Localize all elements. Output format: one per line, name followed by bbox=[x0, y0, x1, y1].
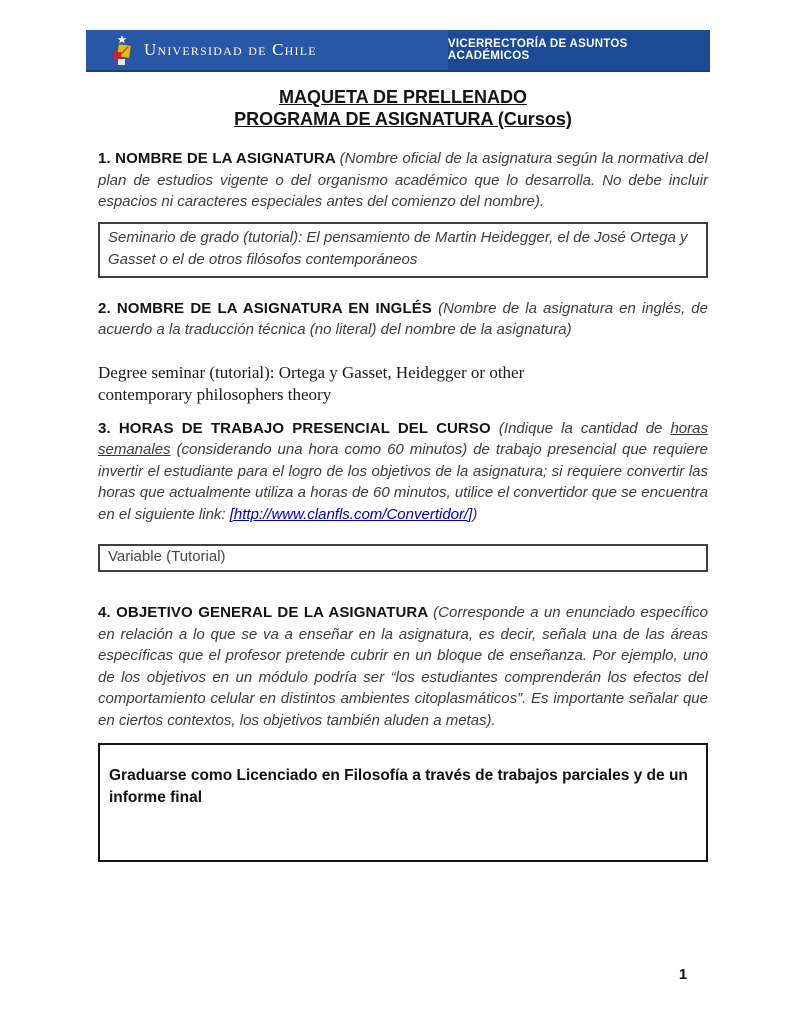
document-title-line1: MAQUETA DE PRELLENADO bbox=[278, 87, 527, 107]
section-4-heading: 4. OBJETIVO GENERAL DE LA ASIGNATURA bbox=[98, 604, 434, 621]
section-3-underlined-phrase: horas semanales bbox=[98, 419, 708, 458]
section-3-paragraph bbox=[98, 418, 708, 526]
section-4-paragraph bbox=[98, 602, 708, 731]
converter-link[interactable]: [http://www.clanfls.com/Convertidor/] bbox=[229, 505, 473, 523]
field-presential-hours bbox=[98, 544, 708, 572]
page-number: 1 bbox=[678, 966, 688, 983]
field-course-name-english: Degree seminar (tutorial): Ortega y Gasset, Heidegger or other contemporary philosophers theory bbox=[98, 362, 525, 404]
section-1-heading: 1. NOMBRE DE LA ASIGNATURA bbox=[98, 150, 340, 167]
section-4-description: (Corresponde a un enunciado específico en relación a lo que se va a enseñar en la asignatura, es decir, señala una de las áreas específicas que el profesor pretende cubrir en un bloque de enseñanza. Por ejemplo, uno de los objetivos en un módulo podría ser “los estudiantes comprenderán los efectos del comportamiento celular en distintos ambientes citoplasmáticos”. Es importante señalar que en ciertos contextos, los objetivos también aluden a metas). bbox=[98, 604, 708, 729]
section-2-description: (Nombre de la asignatura en inglés, de acuerdo a la traducción técnica (no literal) del nombre de la asignatura) bbox=[98, 299, 708, 338]
field-general-objective bbox=[98, 743, 708, 862]
field-course-name bbox=[98, 222, 708, 278]
section-3-description-pre: (Indique la cantidad de bbox=[498, 419, 671, 437]
field-course-name-value: Seminario de grado (tutorial): El pensamiento de Martin Heidegger, el de José Ortega y Gasset o el de otros filósofos contemporáneos bbox=[108, 228, 688, 268]
university-name: Universidad de Chile bbox=[144, 40, 317, 59]
section-2-heading: 2. NOMBRE DE LA ASIGNATURA EN INGLÉS bbox=[98, 299, 439, 317]
section-1-paragraph bbox=[98, 148, 708, 213]
document-title bbox=[98, 86, 708, 130]
document-title-line2: PROGRAMA DE ASIGNATURA (Cursos) bbox=[234, 109, 572, 129]
field-presential-hours-value: Variable (Tutorial) bbox=[108, 548, 226, 565]
section-3-heading: 3. HORAS DE TRABAJO PRESENCIAL DEL CURSO bbox=[98, 419, 499, 437]
field-general-objective-value: Graduarse como Licenciado en Filosofía a través de trabajos parciales y de un informe final bbox=[109, 767, 688, 806]
document-content bbox=[98, 0, 708, 862]
vice-rectory-title: VICERRECTORÍA DE ASUNTOS ACADÉMICOS bbox=[447, 38, 628, 62]
section-3-description-post: ) bbox=[472, 505, 478, 523]
section-2-paragraph bbox=[98, 298, 708, 341]
section-3-description-mid: (considerando una hora como 60 minutos) de trabajo presencial que requiere invertir el estudiante para el logro de los objetivos de la asignatura; si requiere convertir las horas que actualmente utiliza a horas de 60 minutos, utilice el convertidor que se encuentra en el siguiente link: bbox=[98, 441, 708, 523]
section-1-description: (Nombre oficial de la asignatura según la normativa del plan de estudios vigente o del organismo académico que lo desarrolla. No debe incluir espacios ni caracteres especiales antes del comienzo del nombre). bbox=[98, 150, 708, 210]
